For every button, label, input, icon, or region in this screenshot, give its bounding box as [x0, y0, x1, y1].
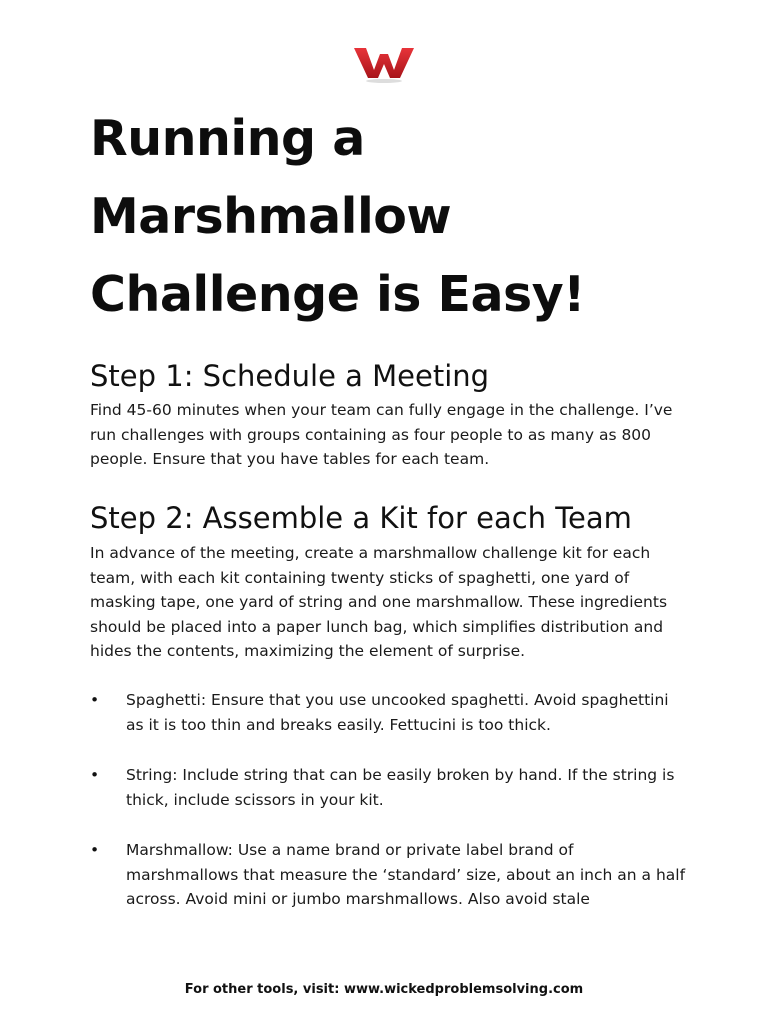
paragraph-line: hides the contents, maximizing the element of surprise.: [90, 642, 526, 660]
paragraph-line: run challenges with groups containing as four people to as many as 800: [90, 425, 652, 444]
paragraph-line: people. Ensure that you have tables for each team.: [90, 450, 490, 468]
w-logo-icon: [352, 44, 416, 84]
list-item-text: [126, 763, 690, 812]
list-line: across. Avoid mini or jumbo marshmallows. Also avoid stale: [126, 890, 590, 908]
list-line: String: Include string that can be easily broken by hand. If the string is: [126, 766, 675, 784]
title-line: Running a: [90, 110, 365, 167]
step2-paragraph: [90, 541, 690, 664]
step1-heading: Step 1: Schedule a Meeting: [90, 359, 490, 393]
ingredient-list: [90, 688, 690, 938]
list-line: Marshmallow: Use a name brand or private label brand of: [126, 841, 574, 859]
paragraph-line: should be placed into a paper lunch bag, which simplifies distribution and: [90, 617, 664, 636]
paragraph-line: In advance of the meeting, create a marshmallow challenge kit for each: [90, 544, 651, 562]
list-item-spaghetti: [90, 688, 690, 737]
paragraph-line: Find 45-60 minutes when your team can fully engage in the challenge. I’ve: [90, 401, 673, 419]
title-line: Marshmallow: [90, 188, 452, 245]
list-line: thick, include scissors in your kit.: [126, 790, 384, 809]
title-line: Challenge is Easy!: [90, 266, 585, 323]
paragraph-line: team, with each kit containing twenty sticks of spaghetti, one yard of: [90, 568, 630, 587]
paragraph-line: masking tape, one yard of string and one marshmallow. These ingredients: [90, 593, 668, 611]
list-item-text: [126, 838, 690, 912]
list-item-text: [126, 688, 690, 737]
list-line: Spaghetti: Ensure that you use uncooked spaghetti. Avoid spaghettini: [126, 691, 669, 709]
bullet-icon: •: [90, 766, 100, 784]
bullet-icon: •: [90, 691, 100, 709]
list-line: as it is too thin and breaks easily. Fettucini is too thick.: [126, 715, 551, 734]
list-item-string: [90, 763, 690, 812]
page-title: [90, 100, 690, 334]
bullet-icon: •: [90, 841, 100, 859]
list-line: marshmallows that measure the ‘standard’ size, about an inch an a half: [126, 865, 686, 884]
footer-link-text[interactable]: For other tools, visit: www.wickedproblemsolving.com: [184, 982, 584, 997]
step2-heading: Step 2: Assemble a Kit for each Team: [90, 501, 632, 535]
step1-paragraph: [90, 398, 690, 472]
list-item-marshmallow: [90, 838, 690, 912]
